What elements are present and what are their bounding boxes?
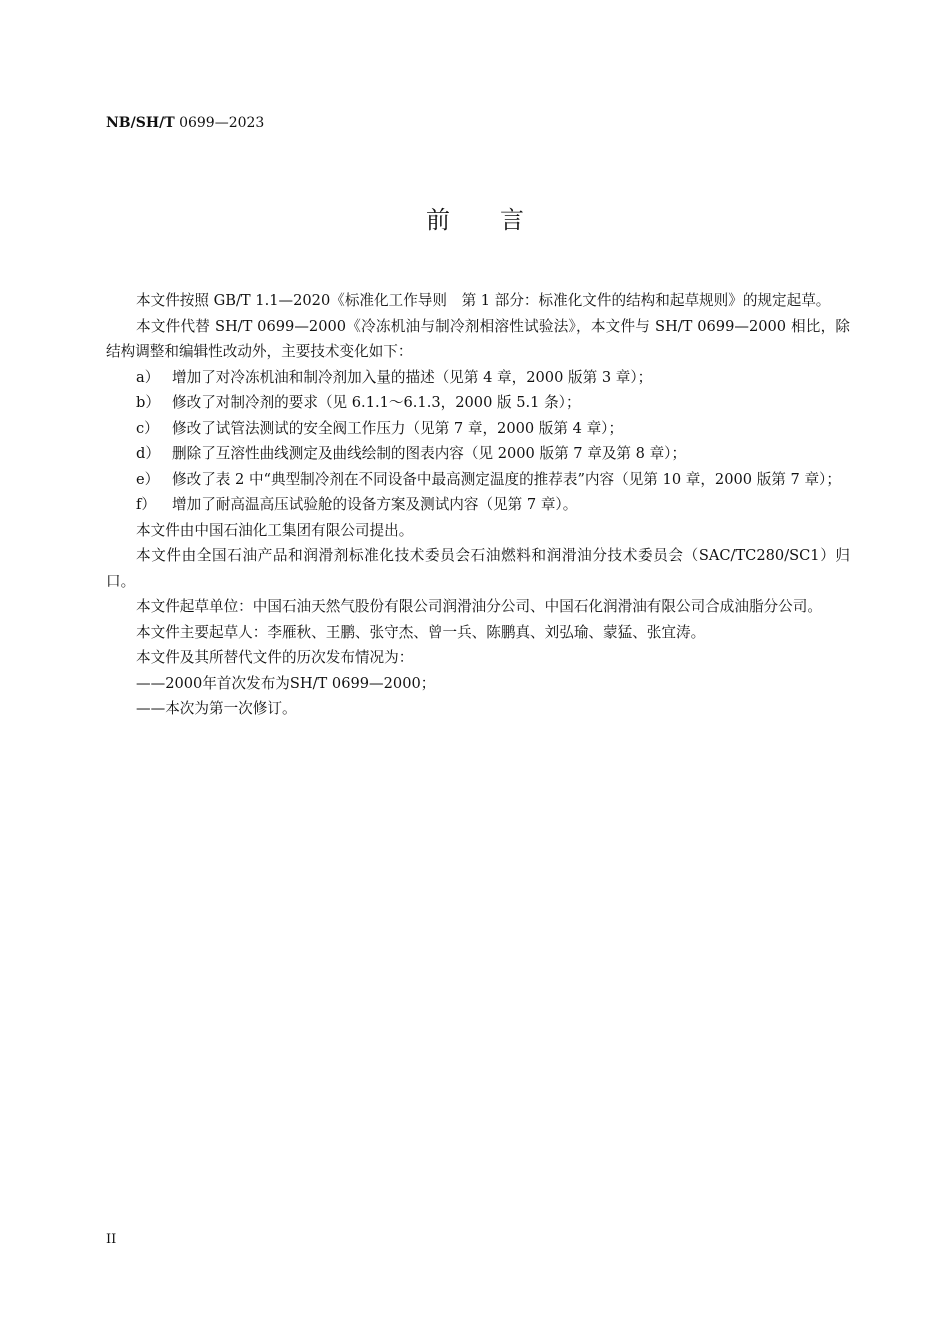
paragraph-drafting-rules: 本文件按照 GB/T 1.1—2020《标准化工作导则 第 1 部分：标准化文件的结构和起草规则》的规定起草。 — [136, 292, 831, 309]
paragraph-drafting-units: 本文件起草单位：中国石油天然气股份有限公司润滑油分公司、中国石化润滑油有限公司合成油脂分公司。 — [136, 598, 822, 615]
list-item: a） 增加了对冷冻机油和制冷剂加入量的描述（见第 4 章，2000 版第 3 章）； — [136, 368, 653, 386]
list-item: b） 修改了对制冷剂的要求（见 6.1.1～6.1.3，2000 版 5.1 条）； — [136, 394, 581, 411]
paragraph-proposer: 本文件由中国石油化工集团有限公司提出。 — [136, 521, 414, 539]
page-title: 前言 — [426, 206, 574, 234]
paragraph-drafters: 本文件主要起草人：李雁秋、王鹏、张守杰、曾一兵、陈鹏真、刘弘瑜、蒙猛、张宜涛。 — [136, 623, 706, 641]
list-item: f） 增加了耐高温高压试验舱的设备方案及测试内容（见第 7 章）。 — [136, 496, 578, 513]
standard-code: NB/SH/T 0699—2023 — [106, 115, 265, 131]
paragraph-jurisdiction: 本文件由全国石油产品和润滑剂标准化技术委员会石油燃料和润滑油分技术委员会（SAC/TC280/SC1）归口。 — [106, 547, 850, 590]
paragraph-history-intro: 本文件及其所替代文件的历次发布情况为： — [136, 649, 414, 666]
page-number: II — [106, 1232, 117, 1247]
list-item: c） 修改了试管法测试的安全阀工作压力（见第 7 章，2000 版第 4 章）； — [136, 419, 624, 437]
history-item: ——2000年首次发布为SH/T 0699—2000； — [136, 674, 436, 692]
list-item: d） 删除了互溶性曲线测定及曲线绘制的图表内容（见 2000 版第 7 章及第 8 章）； — [136, 445, 687, 462]
paragraph-replacement: 本文件代替 SH/T 0699—2000《冷冻机油与制冷剂相溶性试验法》，本文件与 SH/T 0699—2000 相比，除结构调整和编辑性改动外，主要技术变化如下： — [106, 317, 850, 360]
history-item: ——本次为第一次修订。 — [136, 700, 297, 717]
list-item: e） 修改了表 2 中“典型制冷剂在不同设备中最高测定温度的推荐表”内容（见第 10 章，2000 版第 7 章）； — [136, 470, 841, 488]
foreword-body — [106, 288, 850, 722]
